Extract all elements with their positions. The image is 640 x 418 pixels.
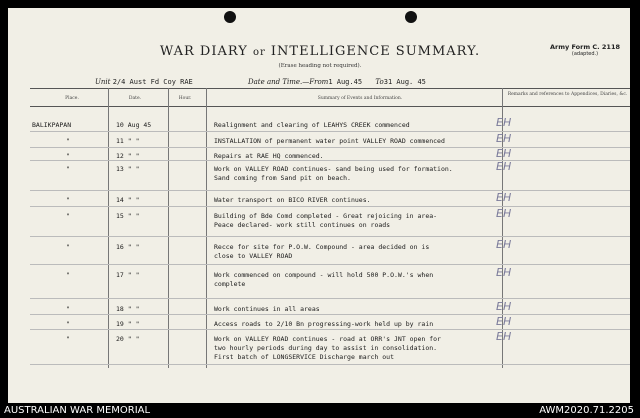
entry-summary-line: Repairs at RAE HQ commenced. [214, 152, 324, 160]
header-rule-bottom [30, 106, 630, 107]
form-title: WAR DIARY or INTELLIGENCE SUMMARY. [159, 44, 481, 59]
row-divider [30, 236, 630, 237]
form-subtitle: (Erase heading not required). [278, 63, 362, 69]
entry-date: 10 Aug 45 [116, 121, 152, 129]
row-divider [30, 329, 630, 330]
header-rule-top [30, 88, 630, 89]
officer-initials: EH [496, 147, 512, 160]
entry-summary-line: Recce for site for P.O.W. Compound - area decided on is [214, 243, 430, 251]
entry-date: 14 " " [116, 196, 140, 204]
col-remarks-header: Remarks and references to Appendices, Diaries, &c. [507, 92, 628, 97]
row-divider [30, 206, 630, 207]
officer-initials: EH [496, 315, 512, 328]
officer-initials: EH [496, 132, 512, 145]
entry-date: 13 " " [116, 165, 140, 173]
entry-summary-line: Access roads to 2/10 Bn progressing-work held up by rain [214, 320, 434, 328]
row-divider [30, 364, 630, 365]
col-place-header: Place. [65, 96, 79, 101]
entry-summary-line: Work commenced on compound - will hold 500 P.O.W.'s when [214, 271, 434, 279]
entry-date: 20 " " [116, 335, 140, 343]
punch-hole [224, 11, 236, 23]
officer-initials: EH [496, 207, 512, 220]
entry-summary-line: Building of Bde Comd completed - Great rejoicing in area- [214, 212, 438, 220]
row-divider [30, 314, 630, 315]
entry-summary-line: First batch of LONGSERVICE Discharge march out [214, 353, 395, 361]
row-divider [30, 131, 630, 132]
entry-date: 17 " " [116, 271, 140, 279]
officer-initials: EH [496, 266, 512, 279]
col-summary-header: Summary of Events and Information. [317, 96, 403, 101]
entry-summary-line: Peace declared- work still continues on roads [214, 221, 391, 229]
entry-place: " [66, 243, 70, 251]
row-divider [30, 147, 630, 148]
officer-initials: EH [496, 238, 512, 251]
punch-hole [405, 11, 417, 23]
entry-date: 11 " " [116, 137, 140, 145]
entry-date: 19 " " [116, 320, 140, 328]
entry-date: 12 " " [116, 152, 140, 160]
entry-place: " [66, 320, 70, 328]
entry-place: " [66, 196, 70, 204]
column-divider [108, 88, 109, 368]
unit-field: Unit 2/4 Aust Fd Coy RAE [95, 78, 193, 86]
entry-summary-line: Water transport on BICO RIVER continues. [214, 196, 371, 204]
entry-place: " [66, 271, 70, 279]
row-divider [30, 160, 630, 161]
archive-reference: AWM2020.71.2205 [539, 405, 634, 416]
entry-summary-line: Realignment and clearing of LEAHYS CREEK commenced [214, 121, 410, 129]
entry-date: 16 " " [116, 243, 140, 251]
army-form-number: Army Form C. 2118 (adapted.) [550, 43, 620, 58]
entry-summary-line: INSTALLATION of permanent water point VALLEY ROAD commenced [214, 137, 445, 145]
entry-place: " [66, 305, 70, 313]
entry-summary-line: Work on VALLEY ROAD continues - road at ORR's JNT open for [214, 335, 441, 343]
entry-place: " [66, 165, 70, 173]
row-divider [30, 298, 630, 299]
row-divider [30, 190, 630, 191]
row-divider [30, 264, 630, 265]
entry-summary-line: Sand coming from Sand pit on beach. [214, 174, 351, 182]
entry-date: 15 " " [116, 212, 140, 220]
officer-initials: EH [496, 191, 512, 204]
officer-initials: EH [496, 116, 512, 129]
entry-place: " [66, 137, 70, 145]
col-date-header: Date. [128, 96, 142, 101]
entry-summary-line: Work continues in all areas [214, 305, 320, 313]
entry-date: 18 " " [116, 305, 140, 313]
officer-initials: EH [496, 330, 512, 343]
entry-place: BALIKPAPAN [32, 121, 72, 129]
column-divider [206, 88, 207, 368]
col-hour-header: Hour. [178, 96, 192, 101]
entry-summary-line: close to VALLEY ROAD [214, 252, 293, 260]
officer-initials: EH [496, 160, 512, 173]
entry-place: " [66, 212, 70, 220]
date-range-field: Date and Time.—From1 Aug.45 To31 Aug. 45 [248, 78, 426, 86]
entry-summary-line: complete [214, 280, 246, 288]
entry-place: " [66, 152, 70, 160]
entry-place: " [66, 335, 70, 343]
archive-name: AUSTRALIAN WAR MEMORIAL [4, 405, 151, 416]
entry-summary-line: Work on VALLEY ROAD continues- sand being used for formation. [214, 165, 453, 173]
entry-summary-line: two hourly periods during day to assist in consolidation. [214, 344, 438, 352]
column-divider [168, 88, 169, 368]
officer-initials: EH [496, 300, 512, 313]
